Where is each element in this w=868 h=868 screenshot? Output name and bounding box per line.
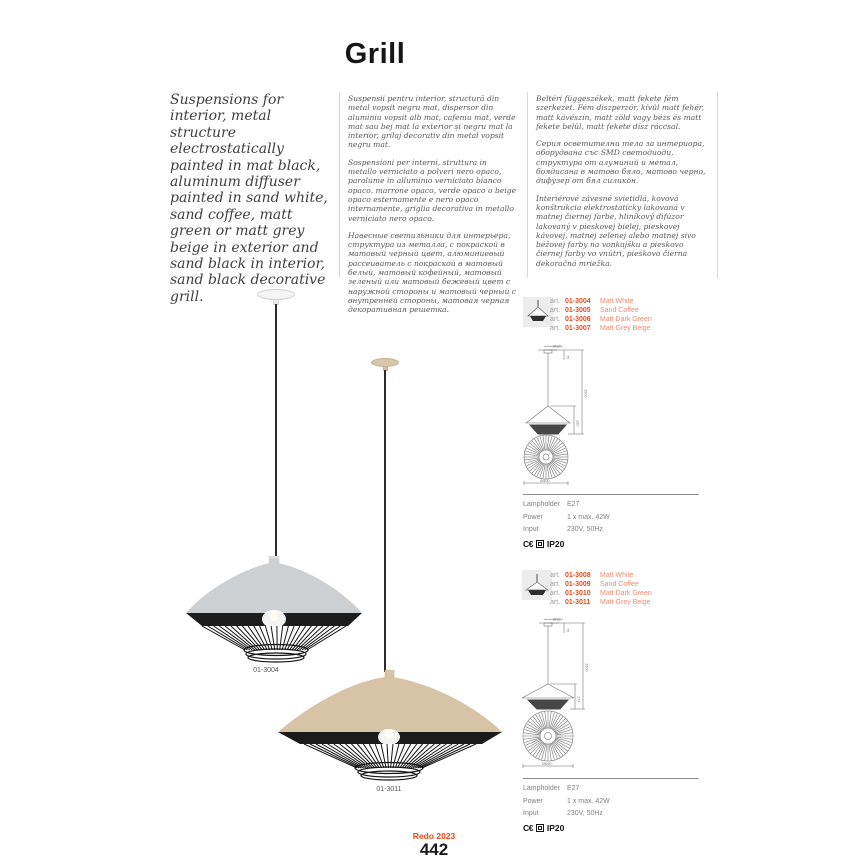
column-divider bbox=[339, 92, 340, 278]
article-finish: Matt Dark Green bbox=[600, 590, 652, 597]
article-row bbox=[550, 571, 710, 580]
spec-value: 230V, 50Hz bbox=[567, 810, 603, 817]
article-row bbox=[550, 598, 710, 607]
spec-row-lampholder bbox=[523, 783, 699, 796]
article-table-2 bbox=[550, 571, 710, 607]
article-prefix: art. bbox=[550, 581, 561, 588]
spec-table-1 bbox=[523, 494, 699, 549]
article-finish: Sand Coffee bbox=[600, 581, 639, 588]
product-photo-beige-pendant bbox=[272, 670, 508, 784]
column-divider bbox=[527, 92, 528, 278]
spec-value: E27 bbox=[567, 501, 580, 508]
spec-label: Lampholder bbox=[523, 501, 560, 508]
article-prefix: art. bbox=[550, 590, 561, 597]
photo-label-1: 01-3004 bbox=[253, 667, 279, 674]
description-hungarian: Beltéri függeszékek, matt fekete fém szerkezet. Fém diszperzór, kívül matt fehér, matt kávészín, matt zöld vagy bézs és matt fekete belül, matt fekete dísz ráccsal. bbox=[536, 94, 705, 131]
spec-label: Input bbox=[523, 810, 539, 817]
dim-diameter: Ø650 bbox=[542, 761, 552, 766]
spec-label: Power bbox=[523, 513, 543, 521]
spec-label: Lampholder bbox=[523, 785, 560, 792]
article-prefix: art. bbox=[550, 325, 561, 332]
dim-canopy-diameter: Ø100 bbox=[553, 344, 563, 349]
article-prefix: art. bbox=[550, 316, 561, 323]
article-prefix: art. bbox=[550, 307, 561, 314]
article-finish: Matt White bbox=[600, 572, 634, 579]
spec-value: 230V, 50Hz bbox=[567, 526, 603, 533]
description-slovak: Interiérové závesné svietidlá, kovová konštrukcia elektrostaticky lakovaná v matnej čiernej farbe, hliníkový difúzor lakovaný v pieskovej bielej, pieskovej kávovej, matnej zelenej alebo matnej sivo béžovej farby na vonkajšku a pieskovo čiernej farby vo vnútri, pieskovo čierna dekoračná mriežka. bbox=[536, 193, 696, 268]
product-photo-grey-pendant bbox=[172, 556, 372, 674]
technical-drawing-2 bbox=[515, 616, 595, 770]
spec-row-power bbox=[523, 796, 699, 809]
article-code: 01-3005 bbox=[565, 307, 591, 314]
article-code: 01-3009 bbox=[565, 581, 591, 588]
article-finish: Matt Grey Beige bbox=[600, 599, 651, 606]
article-code: 01-3006 bbox=[565, 316, 591, 323]
page-title: Grill bbox=[344, 38, 406, 70]
dim-suspension-length: 1500 bbox=[584, 663, 590, 672]
double-insulation-icon bbox=[536, 540, 544, 548]
article-row bbox=[550, 580, 710, 589]
pendant-lamp-icon bbox=[522, 570, 552, 600]
article-prefix: art. bbox=[550, 599, 561, 606]
article-row bbox=[550, 306, 710, 315]
suspension-cord-1 bbox=[275, 304, 277, 558]
article-finish: Matt Dark Green bbox=[600, 316, 652, 323]
article-prefix: art. bbox=[550, 298, 561, 305]
description-bulgarian: Серия осветителни тела за интериора, оборудвана със SMD светодиоди, структура от алуминий и метал, боядисана в матово бяло, матово черно, дифузер от бял силикон. bbox=[536, 139, 706, 186]
description-russian: Навесные светильники для интерьера, структура из металла, с покраской в матовый черный цвет, алюминиевый рассеиватель с покраской в матовый белый, матовый кофейный, матовый зеленый или матовый бежевый цвет с наружной стороны и матовый черный с внутренней стороны, матовая черная декоративная решетка. bbox=[348, 230, 516, 315]
column-divider bbox=[717, 92, 718, 278]
suspension-cord-2 bbox=[384, 370, 386, 672]
spec-value: 1 x max. 42W bbox=[567, 513, 610, 521]
product-thumbnail-1 bbox=[523, 297, 553, 327]
dim-suspension-length: 1500 bbox=[583, 389, 589, 398]
article-finish: Sand Coffee bbox=[600, 307, 639, 314]
footer-page-number: 442 bbox=[419, 840, 449, 859]
spec-row-lampholder bbox=[523, 499, 699, 512]
dim-shade-height: 174 bbox=[576, 696, 582, 703]
dim-shade-height: 330 bbox=[575, 420, 581, 427]
article-row bbox=[550, 297, 710, 306]
article-finish: Matt Grey Beige bbox=[600, 325, 651, 332]
spec-row-input bbox=[523, 808, 699, 821]
article-row bbox=[550, 324, 710, 333]
article-prefix: art. bbox=[550, 572, 561, 579]
footer-brand: Redo 2023 bbox=[412, 831, 456, 841]
article-code: 01-3011 bbox=[565, 599, 591, 606]
spec-value: E27 bbox=[567, 785, 580, 792]
article-row bbox=[550, 315, 710, 324]
ip-rating: IP20 bbox=[546, 822, 565, 833]
article-table-1 bbox=[550, 297, 710, 333]
description-romanian: Suspensii pentru interior, structură din metal vopsit negru mat, dispersor din aluminiu vopsit alb mat, cafeniu mat, verde mat sau bej mat la exterior și negru mat la interior, grilaj decorativ din metal vopsit negru mat. bbox=[348, 94, 516, 150]
ip-rating: IP20 bbox=[546, 538, 565, 549]
certification-marks bbox=[523, 539, 699, 549]
dim-canopy-height: 75 bbox=[565, 628, 571, 633]
article-code: 01-3004 bbox=[565, 298, 591, 305]
spec-label: Power bbox=[523, 797, 543, 805]
article-finish: Matt White bbox=[600, 298, 634, 305]
ce-mark-icon: C€ bbox=[523, 538, 533, 549]
article-code: 01-3007 bbox=[565, 325, 591, 332]
product-thumbnail-2 bbox=[522, 570, 552, 600]
article-code: 01-3008 bbox=[565, 572, 591, 579]
pendant-lamp-icon bbox=[523, 297, 553, 327]
dim-diameter: Ø500 bbox=[540, 478, 550, 483]
technical-drawing-1 bbox=[520, 344, 600, 486]
description-column-2 bbox=[536, 94, 708, 276]
article-code: 01-3010 bbox=[565, 590, 591, 597]
spec-label: Input bbox=[523, 526, 539, 533]
spec-table-2 bbox=[523, 778, 699, 833]
description-italian: Sospensioni per interni, struttura in metallo verniciato a polveri nero opaco, paralume in alluminio verniciato bianco opaco, marrone opaco, verde opaco o beige opaco esternamente e nero opaco internamente, griglia decorativa in metallo verniciato nero opaco. bbox=[348, 157, 517, 223]
description-column-1 bbox=[348, 94, 518, 323]
description-english: Suspensions for interior, metal structure electrostatically painted in mat black, aluminum diffuser painted in sand white, sand coffee, matt green or matt grey beige in exterior and sand black in interior, sand black decorative grill. bbox=[170, 92, 328, 305]
spec-row-power bbox=[523, 512, 699, 525]
spec-value: 1 x max. 42W bbox=[567, 797, 610, 805]
dim-canopy-diameter: Ø100 bbox=[553, 616, 563, 622]
photo-label-2: 01-3011 bbox=[376, 786, 402, 793]
dim-canopy-height: 75 bbox=[565, 355, 571, 360]
ce-mark-icon: C€ bbox=[523, 822, 533, 833]
spec-row-input bbox=[523, 524, 699, 537]
article-row bbox=[550, 589, 710, 598]
